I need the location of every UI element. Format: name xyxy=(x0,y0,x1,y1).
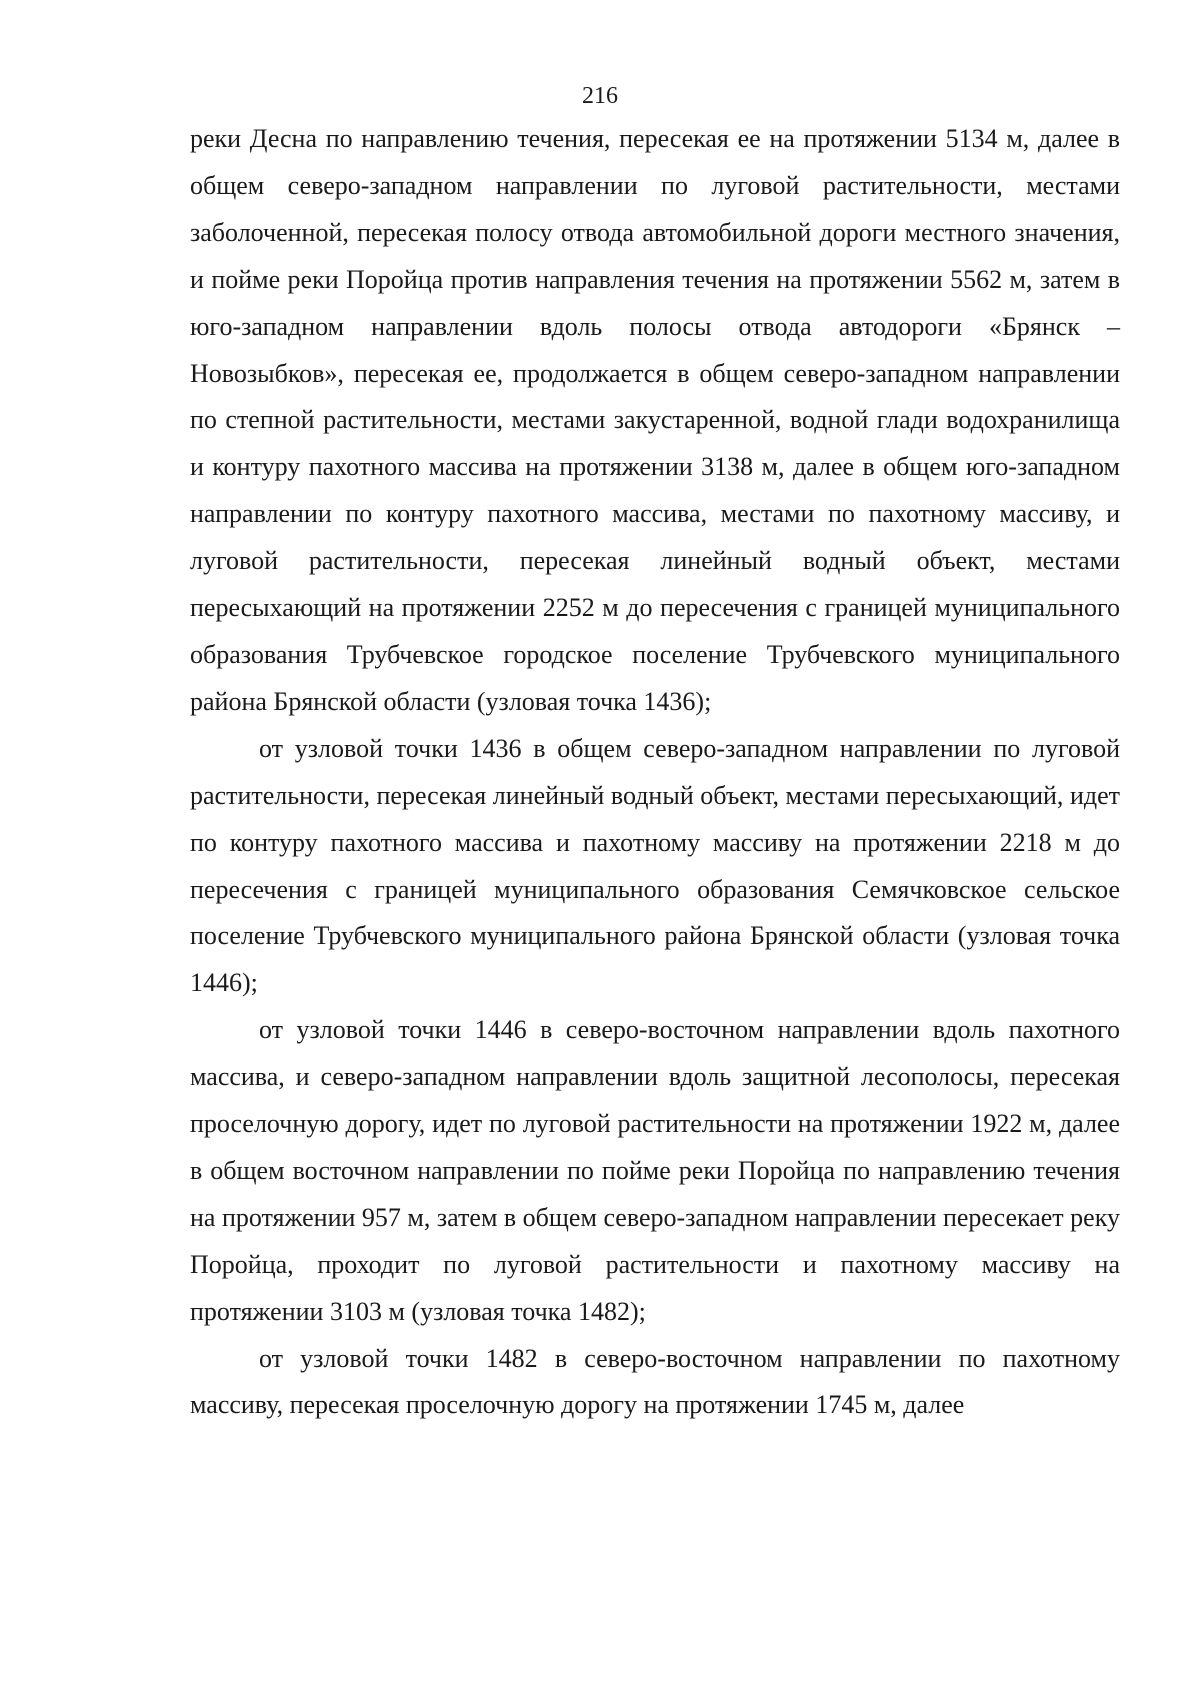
paragraph-node-1436: от узловой точки 1436 в общем северо-западном направлении по луговой растительности, пересекая линейный водный объект, местами пересыхающий, идет по контуру пахотного массива и пахотному массиву на протяжении 2218 м до пересечения с границей муниципального образования Семячковское сельское поселение Трубчевского муниципального района Брянской области (узловая точка 1446); xyxy=(190,733,1120,998)
paragraph-node-1446: от узловой точки 1446 в северо-восточном направлении вдоль пахотного массива, и северо-западном направлении вдоль защитной лесополосы, пересекая проселочную дорогу, идет по луговой растительности на протяжении 1922 м, далее в общем восточном направлении по пойме реки Поройца по направлению течения на протяжении 957 м, затем в общем северо-западном направлении пересекает реку Поройца, проходит по луговой растительности и пахотному массиву на протяжении 3103 м (узловая точка 1482); xyxy=(190,1015,1120,1326)
paragraph-node-1482: от узловой точки 1482 в северо-восточном направлении по пахотному массиву, пересекая проселочную дорогу на протяжении 1745 м, далее xyxy=(190,1343,1120,1420)
document-body xyxy=(190,116,1120,1429)
page-number: 216 xyxy=(582,83,618,109)
paragraph-continuation: реки Десна по направлению течения, пересекая ее на протяжении 5134 м, далее в общем северо-западном направлении по луговой растительности, местами заболоченной, пересекая полосу отвода автомобильной дороги местного значения, и пойме реки Поройца против направления течения на протяжении 5562 м, затем в юго-западном направлении вдоль полосы отвода автодороги «Брянск – Новозыбков», пересекая ее, продолжается в общем северо-западном направлении по степной растительности, местами закустаренной, водной глади водохранилища и контуру пахотного массива на протяжении 3138 м, далее в общем юго-западном направлении по контуру пахотного массива, местами по пахотному массиву, и луговой растительности, пересекая линейный водный объект, местами пересыхающий на протяжении 2252 м до пересечения с границей муниципального образования Трубчевское городское поселение Трубчевского муниципального района Брянской области (узловая точка 1436); xyxy=(190,124,1120,716)
